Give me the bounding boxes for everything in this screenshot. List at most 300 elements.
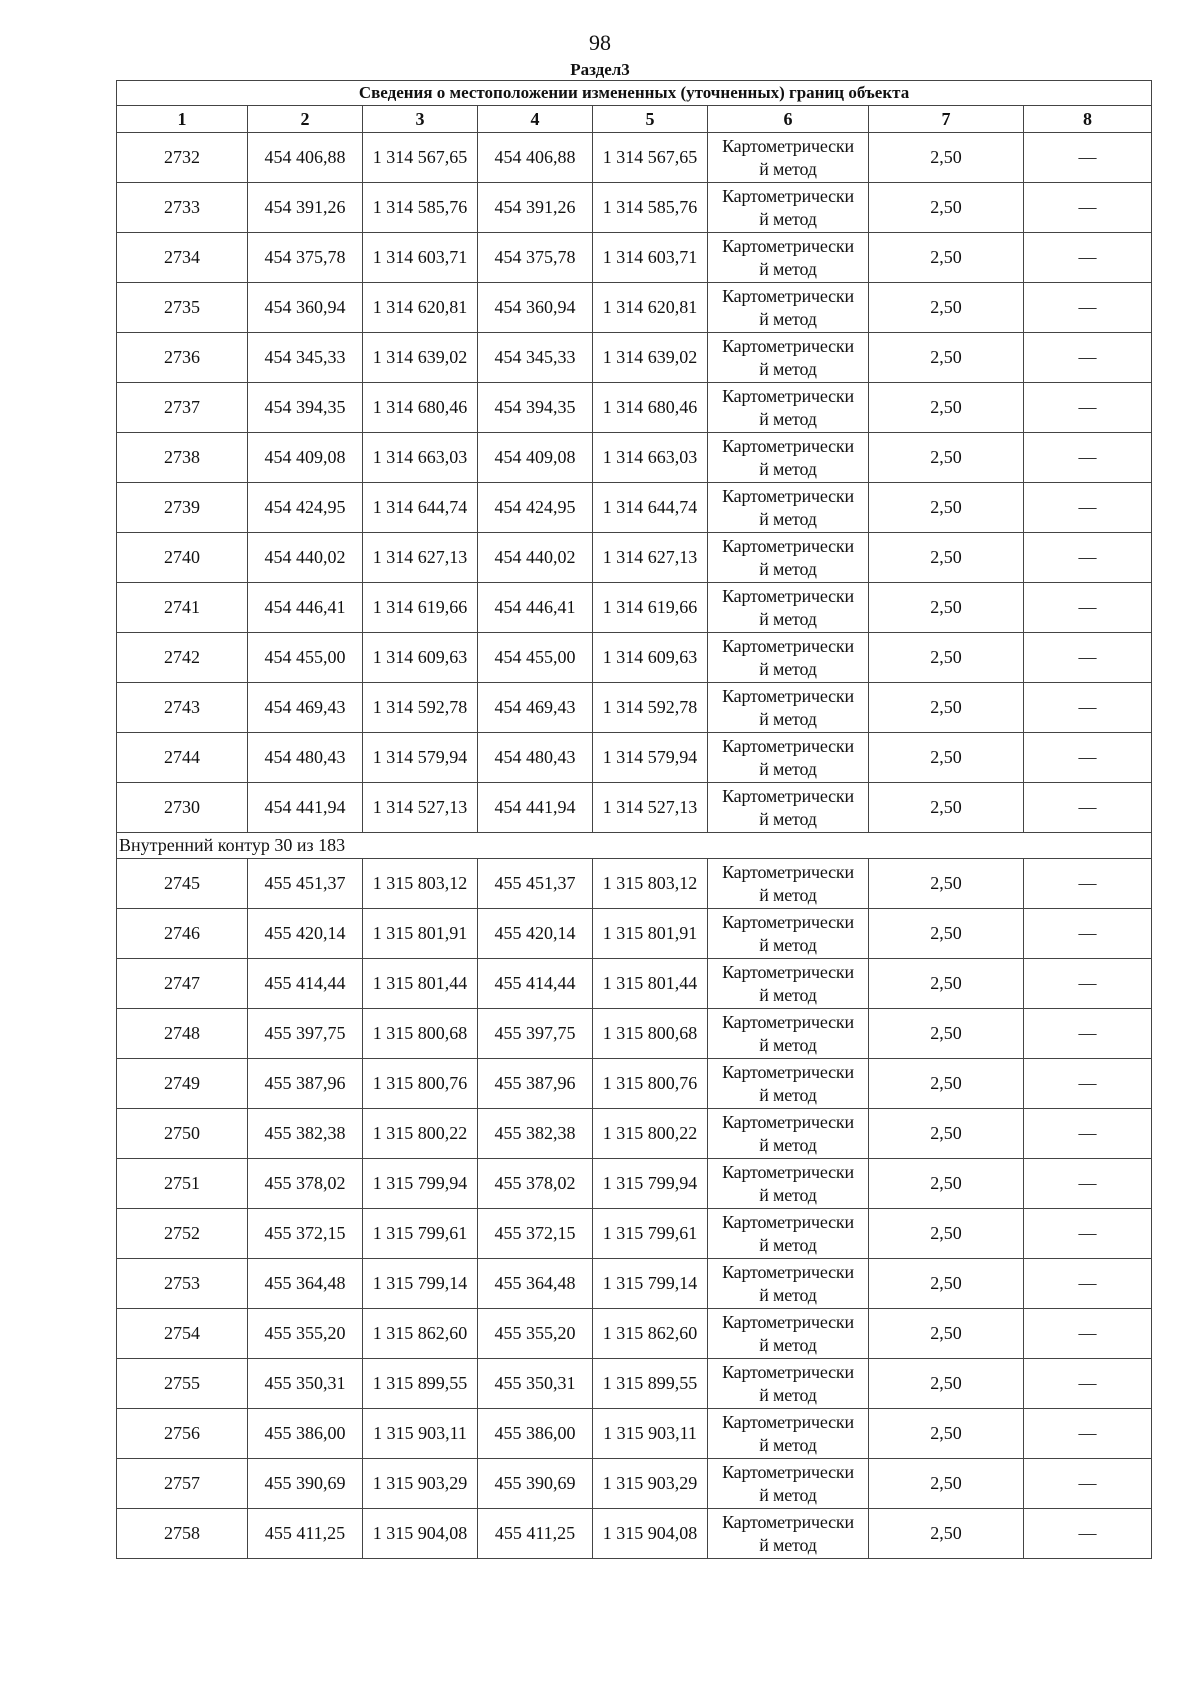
method-text-line1: Картометрически: [722, 1311, 854, 1332]
point-number-cell: 2736: [117, 333, 248, 383]
point-number-cell: 2755: [117, 1359, 248, 1409]
y-coordinate-cell: 1 314 567,65: [363, 133, 478, 183]
y-coordinate-cell: 1 315 904,08: [593, 1509, 708, 1559]
x-coordinate-cell: 455 387,96: [248, 1059, 363, 1109]
table-row: [117, 183, 1152, 233]
point-number-cell: 2747: [117, 959, 248, 1009]
point-number-cell: 2744: [117, 733, 248, 783]
section-label-row: [117, 833, 1152, 859]
y-coordinate-cell: 1 314 609,63: [593, 633, 708, 683]
y-coordinate-cell: 1 314 680,46: [363, 383, 478, 433]
method-text-line2: й метод: [759, 658, 817, 679]
accuracy-cell: 2,50: [869, 683, 1024, 733]
accuracy-cell: 2,50: [869, 733, 1024, 783]
method-cell: [708, 433, 869, 483]
y-coordinate-cell: 1 315 801,91: [363, 909, 478, 959]
column-header: 7: [869, 106, 1024, 133]
table-row: [117, 859, 1152, 909]
method-cell: [708, 783, 869, 833]
method-text-line1: Картометрически: [722, 1461, 854, 1482]
method-text-line2: й метод: [759, 1484, 817, 1505]
accuracy-cell: 2,50: [869, 859, 1024, 909]
x-coordinate-cell: 455 350,31: [478, 1359, 593, 1409]
accuracy-cell: 2,50: [869, 283, 1024, 333]
y-coordinate-cell: 1 314 680,46: [593, 383, 708, 433]
method-text-line1: Картометрически: [722, 1161, 854, 1182]
accuracy-cell: 2,50: [869, 1509, 1024, 1559]
point-number-cell: 2745: [117, 859, 248, 909]
y-coordinate-cell: 1 314 627,13: [363, 533, 478, 583]
table-row: [117, 733, 1152, 783]
method-cell: [708, 233, 869, 283]
x-coordinate-cell: 455 451,37: [248, 859, 363, 909]
column-header: 8: [1024, 106, 1152, 133]
y-coordinate-cell: 1 315 800,22: [593, 1109, 708, 1159]
table-row: [117, 683, 1152, 733]
method-text-line1: Картометрически: [722, 285, 854, 306]
point-number-cell: 2754: [117, 1309, 248, 1359]
method-text-line1: Картометрически: [722, 435, 854, 456]
accuracy-cell: 2,50: [869, 1209, 1024, 1259]
x-coordinate-cell: 454 455,00: [248, 633, 363, 683]
x-coordinate-cell: 455 364,48: [248, 1259, 363, 1309]
point-number-cell: 2749: [117, 1059, 248, 1109]
y-coordinate-cell: 1 315 800,68: [593, 1009, 708, 1059]
x-coordinate-cell: 455 390,69: [478, 1459, 593, 1509]
y-coordinate-cell: 1 315 799,94: [593, 1159, 708, 1209]
note-cell: —: [1024, 133, 1152, 183]
y-coordinate-cell: 1 314 567,65: [593, 133, 708, 183]
method-text-line1: Картометрически: [722, 585, 854, 606]
note-cell: —: [1024, 733, 1152, 783]
method-text-line1: Картометрически: [722, 785, 854, 806]
x-coordinate-cell: 454 375,78: [248, 233, 363, 283]
point-number-cell: 2738: [117, 433, 248, 483]
x-coordinate-cell: 454 360,94: [478, 283, 593, 333]
y-coordinate-cell: 1 315 799,94: [363, 1159, 478, 1209]
table-row: [117, 283, 1152, 333]
point-number-cell: 2758: [117, 1509, 248, 1559]
method-text-line1: Картометрически: [722, 861, 854, 882]
method-text-line1: Картометрически: [722, 1111, 854, 1132]
note-cell: —: [1024, 1309, 1152, 1359]
accuracy-cell: 2,50: [869, 1409, 1024, 1459]
method-text-line2: й метод: [759, 158, 817, 179]
point-number-cell: 2742: [117, 633, 248, 683]
x-coordinate-cell: 455 420,14: [478, 909, 593, 959]
point-number-cell: 2752: [117, 1209, 248, 1259]
accuracy-cell: 2,50: [869, 1159, 1024, 1209]
note-cell: —: [1024, 1159, 1152, 1209]
y-coordinate-cell: 1 315 800,76: [593, 1059, 708, 1109]
table-row: [117, 1109, 1152, 1159]
accuracy-cell: 2,50: [869, 1109, 1024, 1159]
y-coordinate-cell: 1 315 899,55: [363, 1359, 478, 1409]
note-cell: —: [1024, 1109, 1152, 1159]
method-cell: [708, 1459, 869, 1509]
y-coordinate-cell: 1 315 800,22: [363, 1109, 478, 1159]
method-text-line1: Картометрически: [722, 1511, 854, 1532]
x-coordinate-cell: 455 387,96: [478, 1059, 593, 1109]
y-coordinate-cell: 1 314 663,03: [363, 433, 478, 483]
y-coordinate-cell: 1 314 627,13: [593, 533, 708, 583]
table-row: [117, 583, 1152, 633]
method-cell: [708, 909, 869, 959]
table-row: [117, 1209, 1152, 1259]
point-number-cell: 2739: [117, 483, 248, 533]
x-coordinate-cell: 455 350,31: [248, 1359, 363, 1409]
point-number-cell: 2746: [117, 909, 248, 959]
y-coordinate-cell: 1 315 862,60: [363, 1309, 478, 1359]
method-text-line2: й метод: [759, 1434, 817, 1455]
method-text-line2: й метод: [759, 1334, 817, 1355]
table-row: [117, 1159, 1152, 1209]
x-coordinate-cell: 454 375,78: [478, 233, 593, 283]
accuracy-cell: 2,50: [869, 533, 1024, 583]
method-cell: [708, 333, 869, 383]
method-cell: [708, 859, 869, 909]
method-text-line2: й метод: [759, 1034, 817, 1055]
note-cell: —: [1024, 783, 1152, 833]
table-row: [117, 433, 1152, 483]
x-coordinate-cell: 455 397,75: [248, 1009, 363, 1059]
x-coordinate-cell: 455 372,15: [248, 1209, 363, 1259]
x-coordinate-cell: 454 469,43: [248, 683, 363, 733]
note-cell: —: [1024, 433, 1152, 483]
accuracy-cell: 2,50: [869, 1359, 1024, 1409]
x-coordinate-cell: 455 382,38: [478, 1109, 593, 1159]
method-cell: [708, 959, 869, 1009]
method-cell: [708, 733, 869, 783]
y-coordinate-cell: 1 315 862,60: [593, 1309, 708, 1359]
y-coordinate-cell: 1 314 603,71: [363, 233, 478, 283]
method-text-line1: Картометрически: [722, 385, 854, 406]
x-coordinate-cell: 454 394,35: [248, 383, 363, 433]
table-row: [117, 133, 1152, 183]
accuracy-cell: 2,50: [869, 1259, 1024, 1309]
method-text-line2: й метод: [759, 258, 817, 279]
x-coordinate-cell: 454 406,88: [248, 133, 363, 183]
note-cell: —: [1024, 683, 1152, 733]
method-text-line1: Картометрически: [722, 535, 854, 556]
accuracy-cell: 2,50: [869, 483, 1024, 533]
note-cell: —: [1024, 583, 1152, 633]
method-text-line2: й метод: [759, 1184, 817, 1205]
y-coordinate-cell: 1 314 579,94: [593, 733, 708, 783]
note-cell: —: [1024, 183, 1152, 233]
note-cell: —: [1024, 383, 1152, 433]
accuracy-cell: 2,50: [869, 1459, 1024, 1509]
x-coordinate-cell: 455 386,00: [478, 1409, 593, 1459]
accuracy-cell: 2,50: [869, 783, 1024, 833]
table-caption: Сведения о местоположении измененных (уточненных) границ объекта: [117, 81, 1152, 106]
method-text-line2: й метод: [759, 808, 817, 829]
table-row: [117, 633, 1152, 683]
method-text-line1: Картометрически: [722, 335, 854, 356]
accuracy-cell: 2,50: [869, 433, 1024, 483]
x-coordinate-cell: 454 424,95: [248, 483, 363, 533]
note-cell: —: [1024, 233, 1152, 283]
method-cell: [708, 283, 869, 333]
table-caption-row: [117, 81, 1152, 106]
x-coordinate-cell: 455 397,75: [478, 1009, 593, 1059]
x-coordinate-cell: 454 455,00: [478, 633, 593, 683]
y-coordinate-cell: 1 314 644,74: [363, 483, 478, 533]
accuracy-cell: 2,50: [869, 383, 1024, 433]
accuracy-cell: 2,50: [869, 633, 1024, 683]
point-number-cell: 2730: [117, 783, 248, 833]
accuracy-cell: 2,50: [869, 583, 1024, 633]
accuracy-cell: 2,50: [869, 233, 1024, 283]
column-header-row: [117, 106, 1152, 133]
table-row: [117, 333, 1152, 383]
y-coordinate-cell: 1 314 609,63: [363, 633, 478, 683]
x-coordinate-cell: 455 364,48: [478, 1259, 593, 1309]
point-number-cell: 2757: [117, 1459, 248, 1509]
method-cell: [708, 1209, 869, 1259]
x-coordinate-cell: 455 390,69: [248, 1459, 363, 1509]
x-coordinate-cell: 455 411,25: [478, 1509, 593, 1559]
table-row: [117, 1359, 1152, 1409]
y-coordinate-cell: 1 314 619,66: [363, 583, 478, 633]
coordinates-table: [116, 80, 1152, 1559]
method-text-line1: Картометрически: [722, 735, 854, 756]
method-cell: [708, 1359, 869, 1409]
method-cell: [708, 1409, 869, 1459]
y-coordinate-cell: 1 315 799,61: [593, 1209, 708, 1259]
column-header: 1: [117, 106, 248, 133]
y-coordinate-cell: 1 314 644,74: [593, 483, 708, 533]
point-number-cell: 2735: [117, 283, 248, 333]
accuracy-cell: 2,50: [869, 183, 1024, 233]
y-coordinate-cell: 1 315 904,08: [363, 1509, 478, 1559]
y-coordinate-cell: 1 314 585,76: [363, 183, 478, 233]
point-number-cell: 2753: [117, 1259, 248, 1309]
x-coordinate-cell: 455 355,20: [248, 1309, 363, 1359]
column-header: 6: [708, 106, 869, 133]
note-cell: —: [1024, 1409, 1152, 1459]
note-cell: —: [1024, 533, 1152, 583]
table-row: [117, 1259, 1152, 1309]
y-coordinate-cell: 1 314 527,13: [593, 783, 708, 833]
method-text-line1: Картометрически: [722, 1261, 854, 1282]
point-number-cell: 2734: [117, 233, 248, 283]
x-coordinate-cell: 454 440,02: [248, 533, 363, 583]
x-coordinate-cell: 454 345,33: [248, 333, 363, 383]
method-text-line2: й метод: [759, 608, 817, 629]
table-body: [117, 81, 1152, 1559]
x-coordinate-cell: 454 441,94: [248, 783, 363, 833]
x-coordinate-cell: 454 469,43: [478, 683, 593, 733]
note-cell: —: [1024, 909, 1152, 959]
y-coordinate-cell: 1 315 903,29: [363, 1459, 478, 1509]
note-cell: —: [1024, 1509, 1152, 1559]
method-cell: [708, 683, 869, 733]
y-coordinate-cell: 1 315 801,91: [593, 909, 708, 959]
point-number-cell: 2732: [117, 133, 248, 183]
y-coordinate-cell: 1 314 579,94: [363, 733, 478, 783]
x-coordinate-cell: 454 394,35: [478, 383, 593, 433]
y-coordinate-cell: 1 315 801,44: [363, 959, 478, 1009]
method-text-line2: й метод: [759, 708, 817, 729]
method-text-line2: й метод: [759, 934, 817, 955]
method-text-line1: Картометрически: [722, 1061, 854, 1082]
x-coordinate-cell: 455 411,25: [248, 1509, 363, 1559]
note-cell: —: [1024, 333, 1152, 383]
y-coordinate-cell: 1 315 899,55: [593, 1359, 708, 1409]
method-text-line1: Картометрически: [722, 485, 854, 506]
table-row: [117, 383, 1152, 433]
method-text-line2: й метод: [759, 308, 817, 329]
method-text-line1: Картометрически: [722, 1411, 854, 1432]
x-coordinate-cell: 454 360,94: [248, 283, 363, 333]
table-row: [117, 909, 1152, 959]
section-label: Внутренний контур 30 из 183: [117, 833, 1152, 859]
method-text-line2: й метод: [759, 884, 817, 905]
note-cell: —: [1024, 633, 1152, 683]
point-number-cell: 2733: [117, 183, 248, 233]
method-cell: [708, 1009, 869, 1059]
note-cell: —: [1024, 1059, 1152, 1109]
table-row: [117, 233, 1152, 283]
accuracy-cell: 2,50: [869, 909, 1024, 959]
method-cell: [708, 1509, 869, 1559]
method-text-line2: й метод: [759, 1134, 817, 1155]
x-coordinate-cell: 455 414,44: [248, 959, 363, 1009]
note-cell: —: [1024, 1359, 1152, 1409]
method-text-line2: й метод: [759, 1384, 817, 1405]
y-coordinate-cell: 1 315 801,44: [593, 959, 708, 1009]
point-number-cell: 2743: [117, 683, 248, 733]
method-text-line1: Картометрически: [722, 911, 854, 932]
note-cell: —: [1024, 1259, 1152, 1309]
method-cell: [708, 383, 869, 433]
y-coordinate-cell: 1 315 799,61: [363, 1209, 478, 1259]
x-coordinate-cell: 454 391,26: [478, 183, 593, 233]
method-text-line2: й метод: [759, 558, 817, 579]
y-coordinate-cell: 1 314 639,02: [363, 333, 478, 383]
y-coordinate-cell: 1 314 603,71: [593, 233, 708, 283]
method-text-line1: Картометрически: [722, 635, 854, 656]
method-text-line2: й метод: [759, 1234, 817, 1255]
point-number-cell: 2751: [117, 1159, 248, 1209]
point-number-cell: 2737: [117, 383, 248, 433]
x-coordinate-cell: 455 372,15: [478, 1209, 593, 1259]
x-coordinate-cell: 454 409,08: [478, 433, 593, 483]
method-text-line1: Картометрически: [722, 235, 854, 256]
x-coordinate-cell: 454 424,95: [478, 483, 593, 533]
y-coordinate-cell: 1 314 620,81: [593, 283, 708, 333]
method-text-line2: й метод: [759, 984, 817, 1005]
table-row: [117, 959, 1152, 1009]
accuracy-cell: 2,50: [869, 1059, 1024, 1109]
table-row: [117, 1509, 1152, 1559]
y-coordinate-cell: 1 315 800,76: [363, 1059, 478, 1109]
table-row: [117, 1059, 1152, 1109]
y-coordinate-cell: 1 314 592,78: [593, 683, 708, 733]
y-coordinate-cell: 1 315 903,11: [593, 1409, 708, 1459]
column-header: 2: [248, 106, 363, 133]
y-coordinate-cell: 1 314 592,78: [363, 683, 478, 733]
method-cell: [708, 1159, 869, 1209]
method-text-line1: Картометрически: [722, 961, 854, 982]
method-text-line2: й метод: [759, 1284, 817, 1305]
method-cell: [708, 1109, 869, 1159]
method-text-line2: й метод: [759, 458, 817, 479]
method-text-line2: й метод: [759, 208, 817, 229]
y-coordinate-cell: 1 315 799,14: [593, 1259, 708, 1309]
y-coordinate-cell: 1 314 619,66: [593, 583, 708, 633]
x-coordinate-cell: 455 378,02: [478, 1159, 593, 1209]
x-coordinate-cell: 455 414,44: [478, 959, 593, 1009]
x-coordinate-cell: 454 446,41: [248, 583, 363, 633]
method-cell: [708, 1259, 869, 1309]
point-number-cell: 2741: [117, 583, 248, 633]
column-header: 5: [593, 106, 708, 133]
accuracy-cell: 2,50: [869, 1009, 1024, 1059]
y-coordinate-cell: 1 314 620,81: [363, 283, 478, 333]
x-coordinate-cell: 455 382,38: [248, 1109, 363, 1159]
x-coordinate-cell: 455 420,14: [248, 909, 363, 959]
accuracy-cell: 2,50: [869, 1309, 1024, 1359]
method-text-line1: Картометрически: [722, 1011, 854, 1032]
column-header: 3: [363, 106, 478, 133]
note-cell: —: [1024, 483, 1152, 533]
method-text-line1: Картометрически: [722, 685, 854, 706]
y-coordinate-cell: 1 315 903,29: [593, 1459, 708, 1509]
x-coordinate-cell: 454 440,02: [478, 533, 593, 583]
accuracy-cell: 2,50: [869, 959, 1024, 1009]
note-cell: —: [1024, 283, 1152, 333]
x-coordinate-cell: 455 378,02: [248, 1159, 363, 1209]
method-text-line1: Картометрически: [722, 1211, 854, 1232]
y-coordinate-cell: 1 315 803,12: [593, 859, 708, 909]
y-coordinate-cell: 1 314 663,03: [593, 433, 708, 483]
x-coordinate-cell: 454 441,94: [478, 783, 593, 833]
method-text-line2: й метод: [759, 358, 817, 379]
column-header: 4: [478, 106, 593, 133]
method-text-line2: й метод: [759, 1534, 817, 1555]
x-coordinate-cell: 454 446,41: [478, 583, 593, 633]
method-text-line1: Картометрически: [722, 1361, 854, 1382]
method-cell: [708, 483, 869, 533]
note-cell: —: [1024, 1209, 1152, 1259]
y-coordinate-cell: 1 314 585,76: [593, 183, 708, 233]
method-cell: [708, 533, 869, 583]
method-text-line1: Картометрически: [722, 135, 854, 156]
point-number-cell: 2750: [117, 1109, 248, 1159]
note-cell: —: [1024, 1459, 1152, 1509]
x-coordinate-cell: 455 355,20: [478, 1309, 593, 1359]
method-cell: [708, 583, 869, 633]
method-cell: [708, 1059, 869, 1109]
x-coordinate-cell: 455 451,37: [478, 859, 593, 909]
x-coordinate-cell: 454 480,43: [248, 733, 363, 783]
x-coordinate-cell: 454 406,88: [478, 133, 593, 183]
method-text-line1: Картометрически: [722, 185, 854, 206]
table-row: [117, 1009, 1152, 1059]
point-number-cell: 2748: [117, 1009, 248, 1059]
y-coordinate-cell: 1 314 639,02: [593, 333, 708, 383]
accuracy-cell: 2,50: [869, 133, 1024, 183]
method-text-line2: й метод: [759, 508, 817, 529]
y-coordinate-cell: 1 315 800,68: [363, 1009, 478, 1059]
x-coordinate-cell: 455 386,00: [248, 1409, 363, 1459]
note-cell: —: [1024, 959, 1152, 1009]
y-coordinate-cell: 1 314 527,13: [363, 783, 478, 833]
x-coordinate-cell: 454 409,08: [248, 433, 363, 483]
method-cell: [708, 133, 869, 183]
